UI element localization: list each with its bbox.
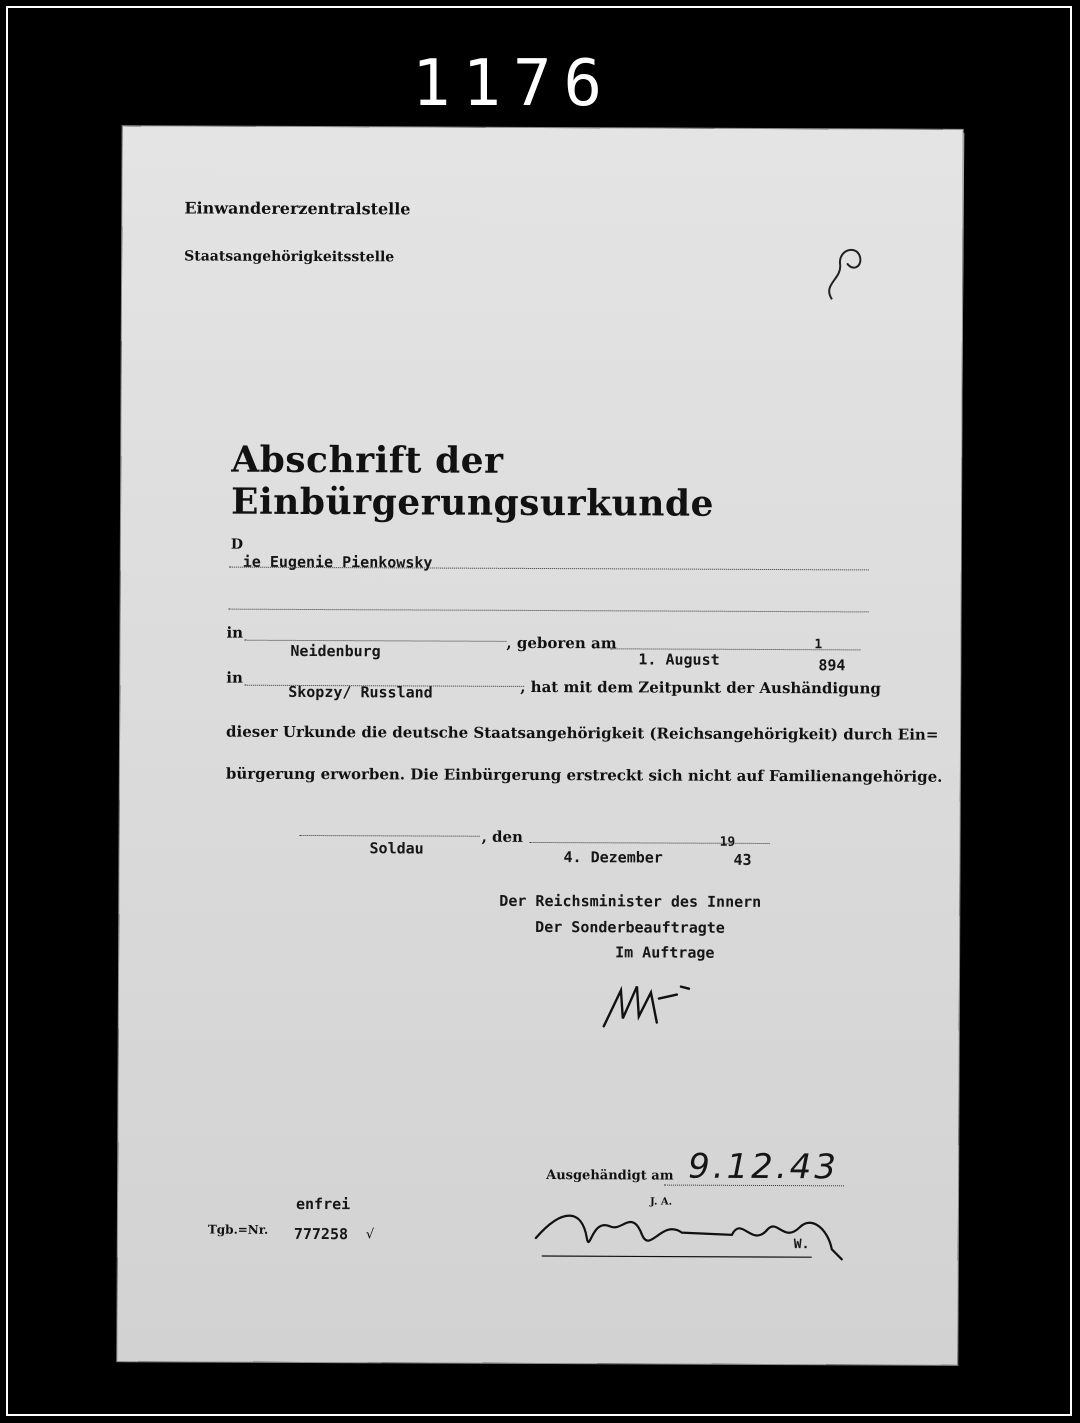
handed-over-date: 9.12.43 — [688, 1146, 840, 1188]
fee-free-note: enfrei — [295, 1194, 351, 1214]
issue-year-suffix: 43 — [733, 850, 752, 869]
birth-date: 1. August — [638, 650, 720, 669]
check-mark: √ — [365, 1227, 375, 1243]
handwritten-signature — [599, 978, 709, 1038]
authority-line-2: Der Sonderbeauftragte — [535, 917, 725, 937]
tgb-label: Tgb.=Nr. — [207, 1222, 269, 1237]
born-label: , geboren am — [506, 633, 617, 653]
handed-over-label: Ausgehändigt am — [546, 1168, 674, 1184]
issue-year-prefix: 19 — [719, 834, 736, 850]
document-page — [117, 126, 962, 1365]
person-name: ie Eugenie Pienkowsky — [242, 552, 433, 572]
ia-label: J. A. — [649, 1196, 673, 1208]
residence-in-label: in — [226, 668, 243, 687]
handwritten-squiggle — [812, 239, 872, 309]
birth-place: Neidenburg — [290, 641, 381, 661]
frame-number: 1176 — [411, 47, 615, 121]
signature-initial: W. — [793, 1237, 810, 1253]
document-title: Abschrift der Einbürgerungsurkunde — [230, 438, 715, 525]
issue-den-label: , den — [481, 827, 524, 846]
issue-place: Soldau — [369, 839, 424, 858]
birth-in-label: in — [226, 623, 244, 642]
birth-year-prefix: 1 — [814, 637, 823, 653]
office-heading: Einwandererzentralstelle — [184, 198, 411, 219]
authority-line-3: Im Auftrage — [615, 943, 715, 962]
body-line-1: dieser Urkunde die deutsche Staatsangehörigkeit (Reichsangehörigkeit) durch Ein= — [226, 722, 939, 744]
residence-place: Skopzy/ Russland — [288, 682, 433, 702]
residence-text: , hat mit dem Zeitpunkt der Aushändigung — [520, 677, 881, 698]
issue-place-dotline — [300, 835, 480, 837]
tgb-number: 777258 — [293, 1224, 349, 1244]
body-line-2: bürgerung erworben. Die Einbürgerung erstreckt sich nicht auf Familienangehörige. — [225, 764, 943, 786]
handover-signature — [532, 1198, 862, 1269]
name-initial: D — [230, 536, 244, 553]
department-heading: Staatsangehörigkeitsstelle — [184, 248, 395, 266]
birth-year-suffix: 894 — [818, 656, 846, 675]
name-dotline-2 — [229, 609, 869, 613]
issue-date: 4. Dezember — [563, 848, 663, 867]
authority-line-1: Der Reichsminister des Innern — [499, 891, 762, 911]
